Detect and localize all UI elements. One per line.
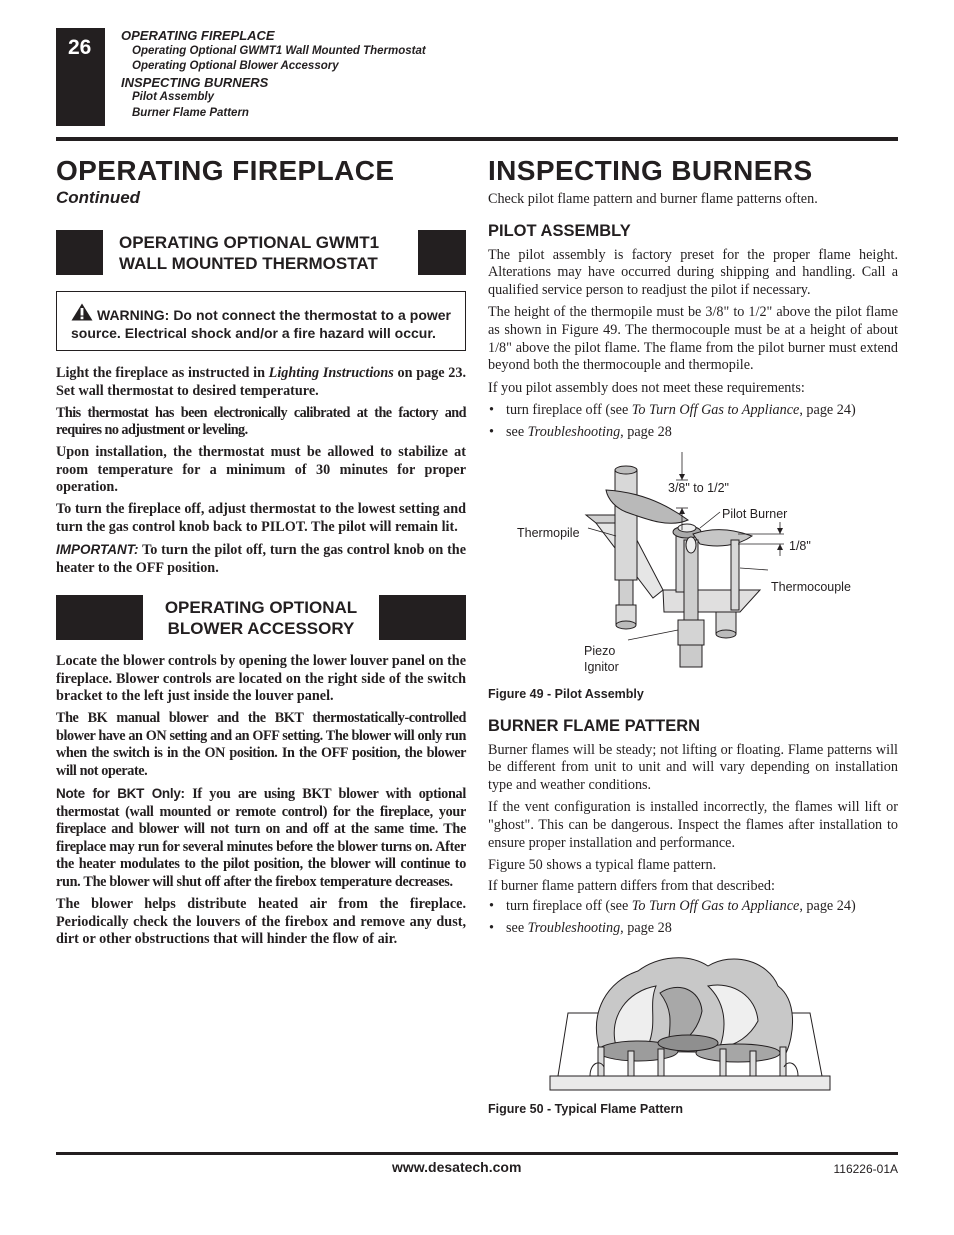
breadcrumb-item: Burner Flame Pattern	[132, 106, 249, 119]
section-heading-blower	[56, 595, 466, 640]
page-number: 26	[68, 36, 92, 59]
label-pilot-burner: Pilot Burner	[722, 506, 788, 521]
subheading-pilot-assembly: PILOT ASSEMBLY	[488, 221, 631, 240]
bullet-list	[488, 402, 898, 441]
hearth-base	[550, 1076, 830, 1090]
paragraph: If the vent configuration is installed incorrectly, the flames will lift or "ghost". This can be dangerous. Inspect the flames after installation to ensure proper installation and performance.	[488, 799, 898, 851]
warning-triangle-icon	[71, 303, 93, 321]
thermopile-rod	[615, 470, 637, 580]
list-item: • turn fireplace off (see To Turn Off Gas to Appliance, page 24)	[488, 402, 898, 420]
list-item: • turn fireplace off (see To Turn Off Gas to Appliance, page 24)	[488, 898, 898, 916]
flame-pattern-illustration	[488, 951, 898, 1096]
log	[658, 1035, 718, 1051]
continued-label: Continued	[56, 188, 141, 207]
website-link[interactable]: www.desatech.com	[392, 1159, 522, 1175]
intro-paragraph: Check pilot flame pattern and burner flame patterns often.	[488, 191, 818, 207]
paragraph: To turn the fireplace off, adjust thermostat to the lowest setting and turn the gas control knob back to PILOT. The pilot will remain lit.	[56, 501, 466, 535]
section-title: OPERATING OPTIONAL BLOWER ACCESSORY	[164, 598, 358, 639]
heading-bar-left	[56, 230, 103, 275]
paragraph: The blower helps distribute heated air from the fireplace. Periodically check the louvers of the firebox and remove any dust, dirt or other obstructions that will hinder the flow of air.	[56, 895, 466, 948]
header-divider	[56, 137, 898, 141]
breadcrumb-item: OPERATING FIREPLACE	[121, 28, 275, 43]
paragraph: Note for BKT Only: If you are using BKT blower with optional thermostat (wall mounted or remote control) for the fireplace, your fireplace and blower will not turn on and off at the same time. The fireplace may run for several minutes before the blower turns on. After the heater modulates to the pilot position, the blower will continue to run. The blower will shut off after the firebox temperature decreases.	[56, 786, 466, 890]
warning-text: WARNING: Do not connect the thermostat to a power source. Electrical shock and/or a fire hazard will occur.	[71, 307, 451, 341]
paragraph: Upon installation, the thermostat must be allowed to stabilize at room temperature for a minimum of 30 minutes for proper operation.	[56, 444, 466, 496]
page-number-block	[56, 28, 105, 126]
paragraph: Figure 50 shows a typical flame pattern.	[488, 857, 717, 874]
document-number: 116226-01A	[833, 1162, 898, 1176]
page-title-inspecting-burners: INSPECTING BURNERS	[488, 155, 813, 186]
breadcrumb-item: Pilot Assembly	[132, 91, 215, 104]
footer-divider	[56, 1152, 898, 1155]
paragraph: Locate the blower controls by opening the lower louver panel on the fireplace. Blower controls are located on the right side of the switch bracket to the left just inside the louver panel.	[56, 653, 466, 705]
paragraph: Burner flames will be steady; not lifting or floating. Flame patterns will be different from unit to unit and will vary depending on installation type and weather conditions.	[488, 741, 898, 793]
paragraph: This thermostat has been electronically calibrated at the factory and requires no adjustment or leveling.	[56, 404, 466, 439]
label-thermopile-gap: 3/8" to 1/2"	[668, 480, 729, 495]
figure-50-caption: Figure 50 - Typical Flame Pattern	[488, 1102, 683, 1117]
heading-bar-right	[418, 230, 466, 275]
breadcrumb-item: Operating Optional Blower Accessory	[132, 60, 339, 73]
page-title-operating-fireplace: OPERATING FIREPLACE	[56, 155, 395, 186]
subheading-burner-flame-pattern: BURNER FLAME PATTERN	[488, 716, 701, 735]
label-piezo-line-2: Ignitor	[584, 659, 619, 674]
breadcrumb-item: Operating Optional GWMT1 Wall Mounted Thermostat	[132, 44, 426, 57]
breadcrumb-item: INSPECTING BURNERS	[121, 74, 269, 90]
left-column	[56, 152, 466, 953]
right-column	[488, 152, 898, 1116]
section-title: OPERATING OPTIONAL GWMT1 WALL MOUNTED THERMOSTAT	[119, 233, 380, 273]
warning-box	[56, 291, 466, 351]
list-item: • see Troubleshooting, page 28	[488, 920, 898, 938]
label-thermocouple: Thermocouple	[771, 579, 851, 594]
paragraph: IMPORTANT: To turn the pilot off, turn the gas control knob on the heater to the OFF position.	[56, 541, 466, 576]
base-plate	[663, 590, 760, 612]
label-thermocouple-gap: 1/8"	[789, 538, 811, 553]
label-piezo-line-1: Piezo	[584, 643, 616, 658]
paragraph: If burner flame pattern differs from that described:	[488, 877, 775, 894]
paragraph: If you pilot assembly does not meet these requirements:	[488, 379, 805, 396]
label-thermopile: Thermopile	[517, 525, 580, 540]
thermocouple-rod	[731, 540, 739, 610]
figure-49-caption: Figure 49 - Pilot Assembly	[488, 686, 644, 701]
section-heading-thermostat	[56, 230, 466, 275]
paragraph: The height of the thermopile must be 3/8" to 1/2" above the pilot flame as shown in Figure 49. The thermocouple must be at a height of about 1/8" above the pilot flame. The flame from the pilot burner must extend beyond both the thermocouple and thermopile.	[488, 304, 898, 374]
paragraph: The BK manual blower and the BKT thermostatically-controlled blower have an ON setting and an OFF setting. The blower will only run when the switch is in the ON position. In the OFF position, the blower will not operate.	[56, 710, 466, 780]
breadcrumb	[121, 28, 426, 122]
bullet-list	[488, 898, 898, 937]
pilot-assembly-diagram	[488, 450, 898, 680]
heading-bar-right	[379, 595, 466, 640]
pilot-flame-right	[693, 529, 752, 545]
list-item: • see Troubleshooting, page 28	[488, 424, 898, 442]
paragraph: Light the fireplace as instructed in Lighting Instructions on page 23. Set wall thermostat to desired temperature.	[56, 365, 467, 399]
heading-bar-left	[56, 595, 143, 640]
paragraph: The pilot assembly is factory preset for the proper flame height. Alterations may have occurred during shipping and handling. Call a qualified service person to readjust the pilot if necessary.	[488, 246, 898, 298]
